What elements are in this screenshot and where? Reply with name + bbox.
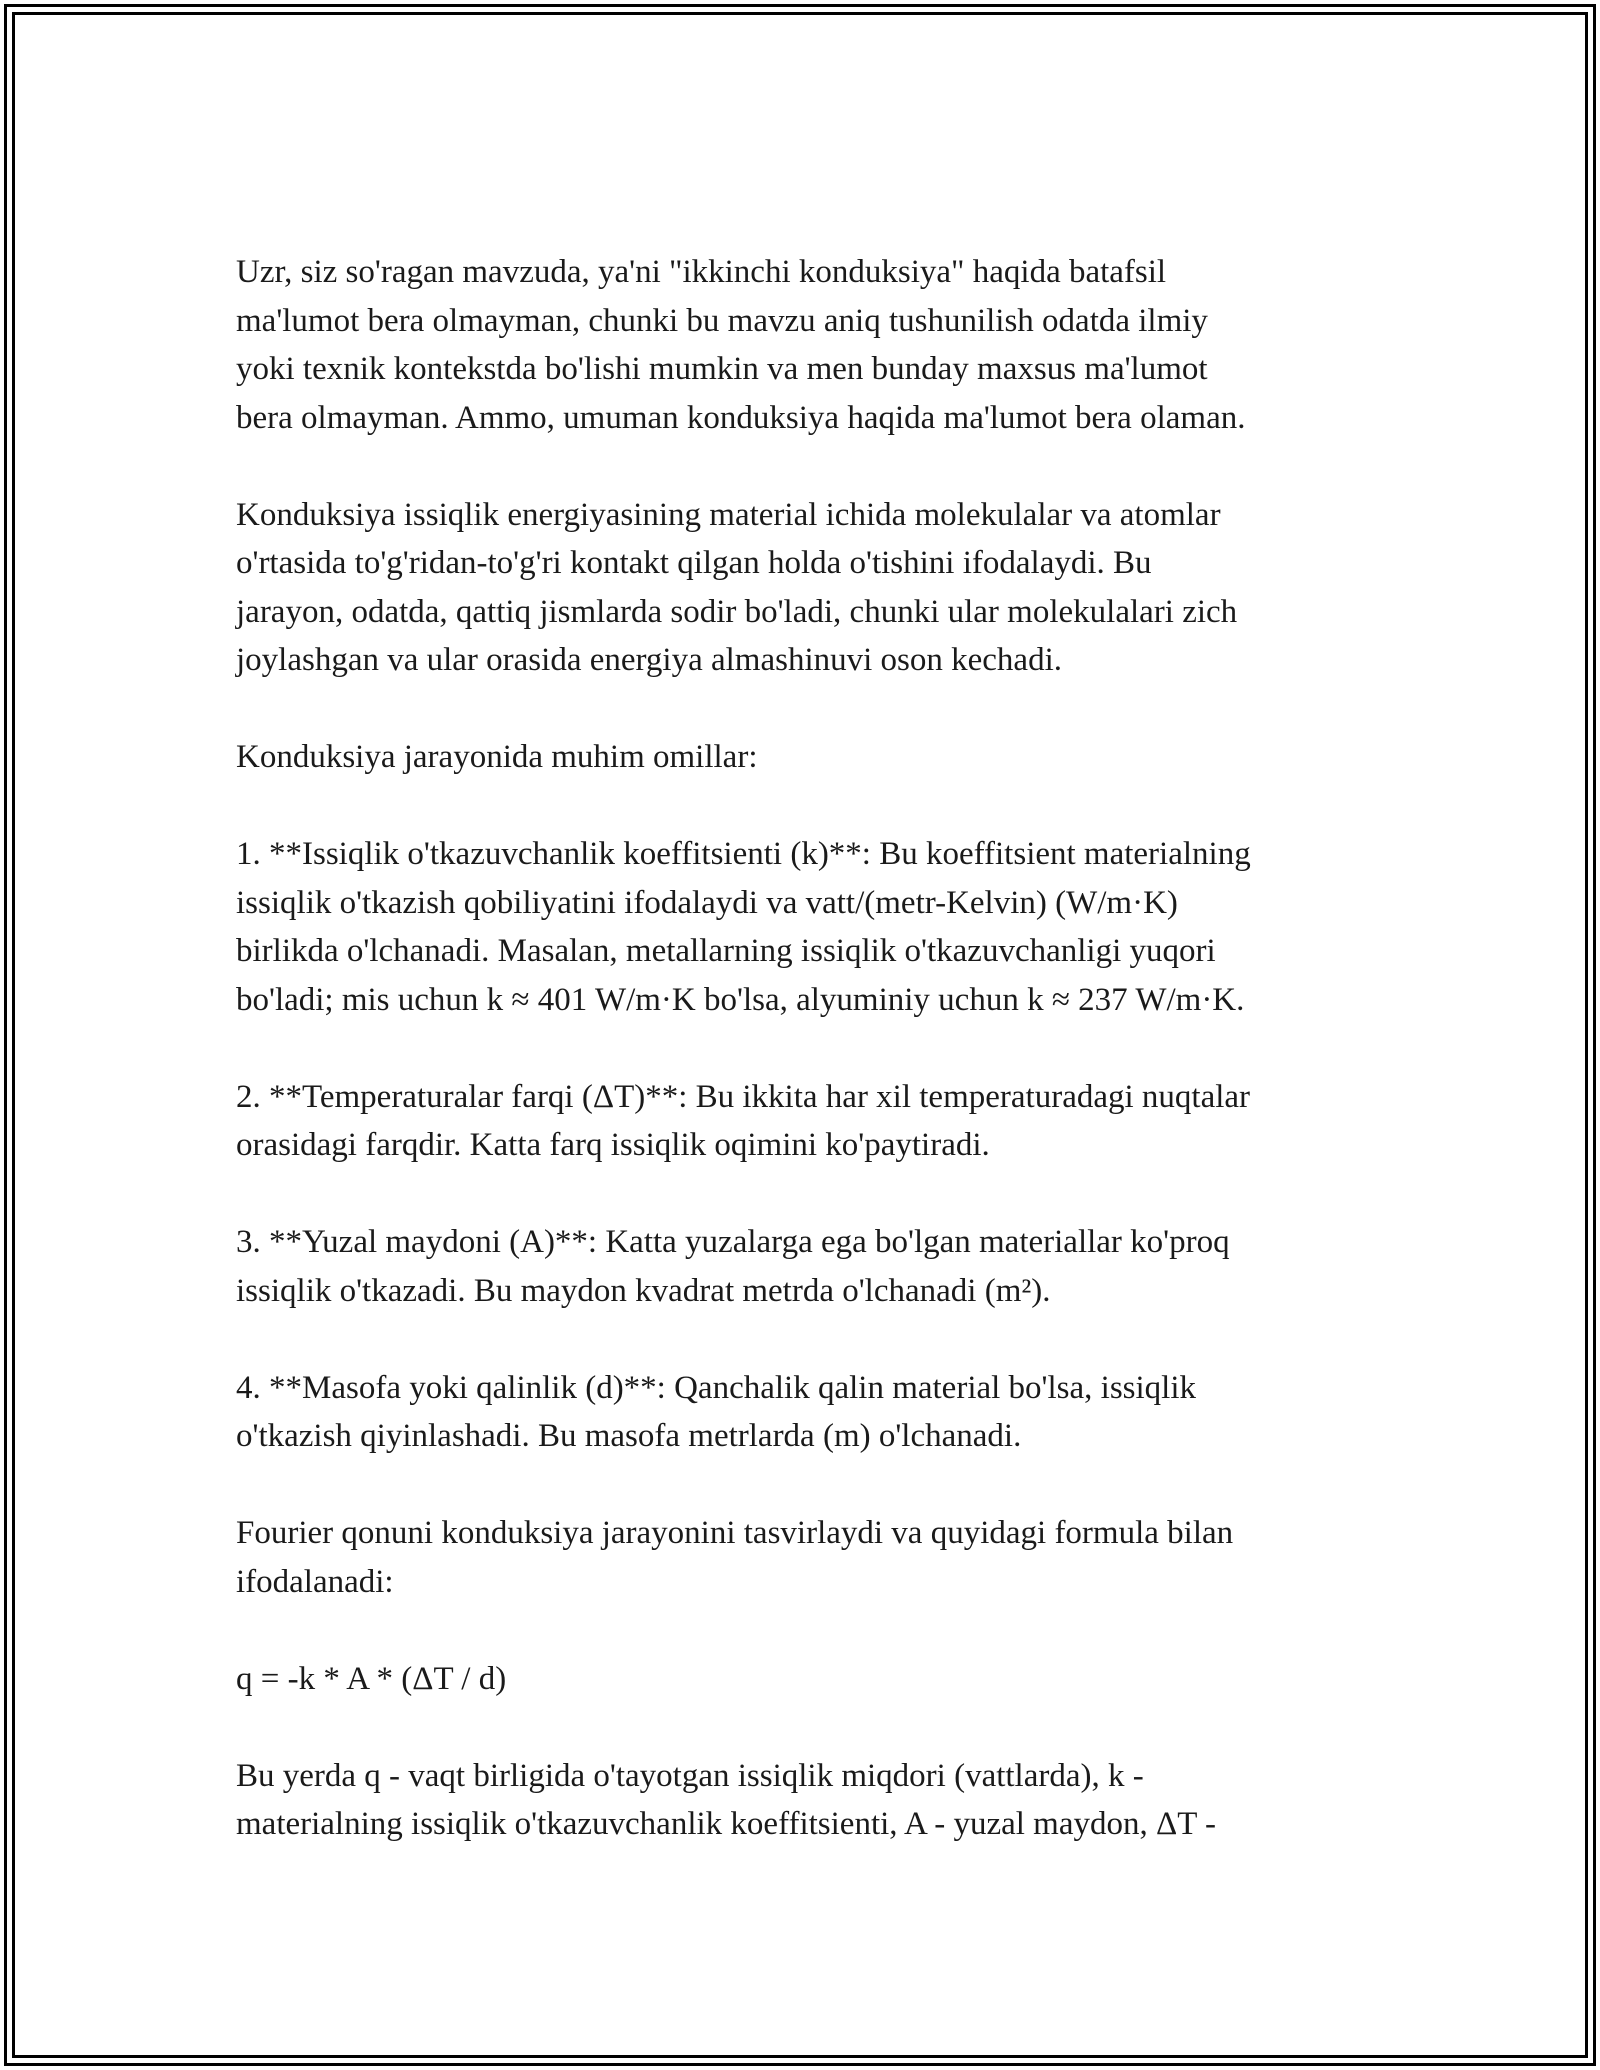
formula-line: q = -k * A * (ΔT / d) bbox=[236, 1660, 507, 1697]
factor-item-surface-area: 3. **Yuzal maydoni (A)**: Katta yuzalarga ega bo'lgan materiallar ko'proq issiqlik o'tkazadi. Bu maydon kvadrat metrda o'lchanadi (m²). bbox=[236, 1224, 1230, 1309]
intro-paragraph: Uzr, siz so'ragan mavzuda, ya'ni "ikkinchi konduksiya" haqida batafsil ma'lumot bera olmayman, chunki bu mavzu aniq tushunilish odatda ilmiy yoki texnik kontekstda bo'lishi mumkin va men bunday maxsus ma'lumot bera olmayman. Ammo, umuman konduksiya haqida ma'lumot bera olaman. bbox=[236, 254, 1246, 436]
fourier-law-paragraph: Fourier qonuni konduksiya jarayonini tasvirlaydi va quyidagi formula bilan ifodalanadi: bbox=[236, 1515, 1234, 1600]
variables-paragraph: Bu yerda q - vaqt birligida o'tayotgan issiqlik miqdori (vattlarda), k - materialning issiqlik o'tkazuvchanlik koeffitsienti, A - yuzal maydon, ΔT - bbox=[236, 1757, 1217, 1842]
factor-item-thermal-conductivity: 1. **Issiqlik o'tkazuvchanlik koeffitsienti (k)**: Bu koeffitsient materialning issiqlik o'tkazish qobiliyatini ifodalaydi va vatt/(metr-Kelvin) (W/m·K) birlikda o'lchanadi. Masalan, metallarning issiqlik o'tkazuvchanligi yuqori bo'ladi; mis uchun k ≈ 401 W/m·K bo'lsa, alyuminiy uchun k ≈ 237 W/m·K. bbox=[236, 836, 1251, 1018]
document-body bbox=[236, 248, 1386, 1849]
factor-item-temperature-difference: 2. **Temperaturalar farqi (ΔT)**: Bu ikkita har xil temperaturadagi nuqtalar orasidagi farqdir. Katta farq issiqlik oqimini ko'paytiradi. bbox=[236, 1078, 1251, 1163]
factor-item-thickness: 4. **Masofa yoki qalinlik (d)**: Qanchalik qalin material bo'lsa, issiqlik o'tkazish qiyinlashadi. Bu masofa metrlarda (m) o'lchanadi. bbox=[236, 1369, 1197, 1454]
factors-heading: Konduksiya jarayonida muhim omillar: bbox=[236, 739, 758, 775]
definition-paragraph: Konduksiya issiqlik energiyasining material ichida molekulalar va atomlar o'rtasida to'g'ridan-to'g'ri kontakt qilgan holda o'tishini ifodalaydi. Bu jarayon, odatda, qattiq jismlarda sodir bo'ladi, chunki ular molekulalari zich joylashgan va ular orasida energiya almashinuvi oson kechadi. bbox=[236, 496, 1238, 678]
